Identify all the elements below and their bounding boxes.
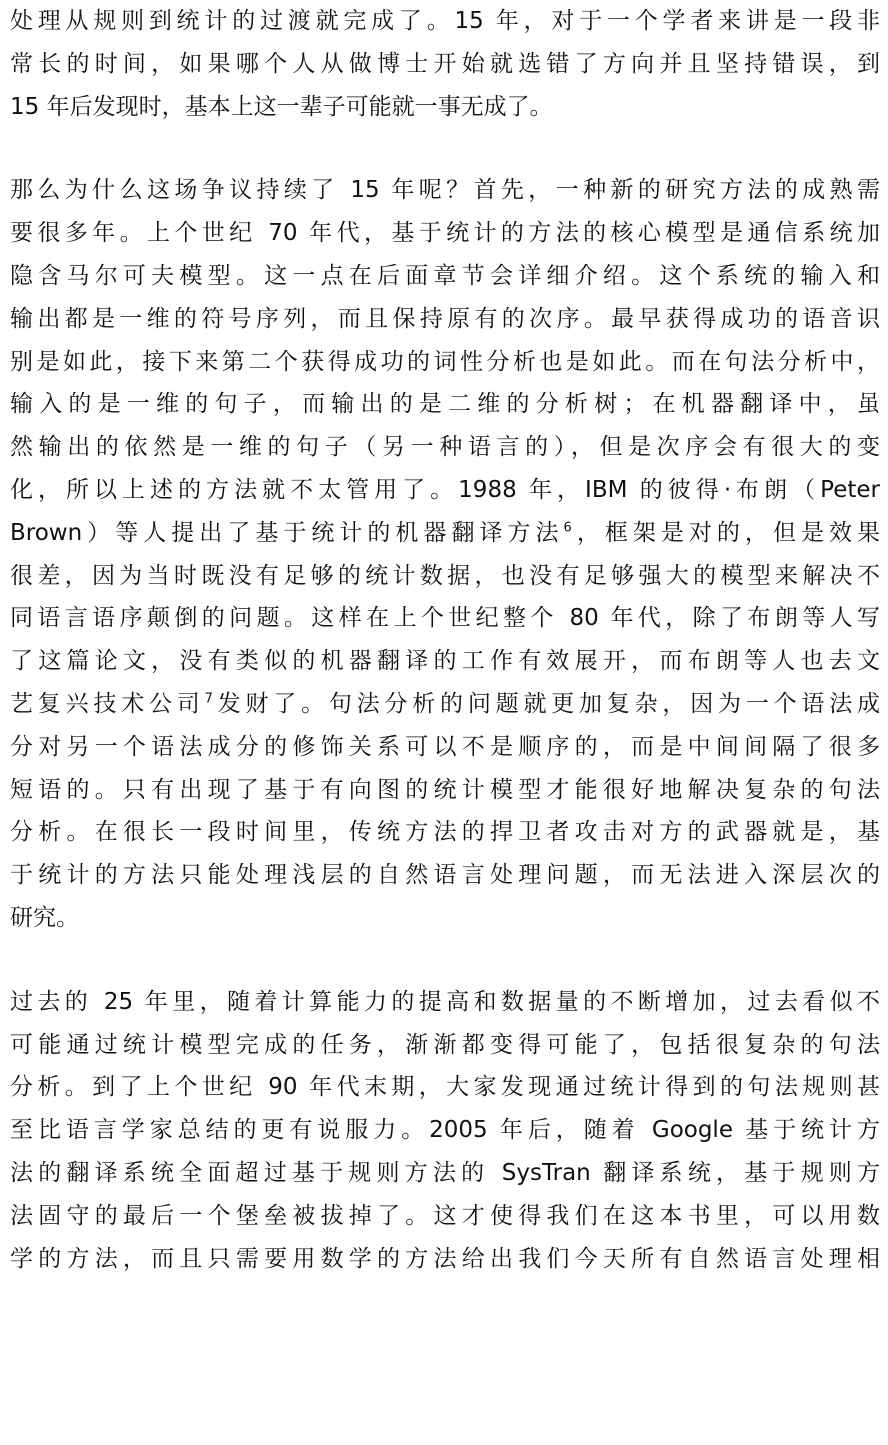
text-line: 学的方法，而且只需要用数学的方法给出我们今天所有自然语言处理相 (10, 1245, 880, 1272)
text-line: 化，所以上述的方法就不太管用了。1988 年，IBM 的彼得·布朗（Peter (10, 476, 880, 503)
paragraph-1 (10, 0, 880, 128)
text-line: 15 年后发现时，基本上这一辈子可能就一事无成了。 (10, 93, 553, 120)
footnote-marker: 7 (204, 691, 213, 707)
text-line: 很差，因为当时既没有足够的统计数据，也没有足够强大的模型来解决不 (10, 562, 880, 589)
text-line: 至比语言学家总结的更有说服力。2005 年后，随着 Google 基于统计方 (10, 1117, 880, 1144)
paragraph-gap (10, 940, 880, 981)
text-line: 分析。到了上个世纪 90 年代末期，大家发现通过统计得到的句法规则甚 (10, 1074, 880, 1101)
paragraph-2 (10, 169, 880, 939)
text-line: 输入的是一维的句子，而输出的是二维的分析树；在机器翻译中，虽 (10, 391, 880, 418)
text-segment: 发财了。句法分析的问题就更加复杂，因为一个语法成 (212, 690, 880, 717)
text-line: 那么为什么这场争议持续了 15 年呢？首先，一种新的研究方法的成熟需 (10, 177, 880, 204)
text-line: 分析。在很长一段时间里，传统方法的捍卫者攻击对方的武器就是，基 (10, 819, 880, 846)
text-line-with-footnote (10, 683, 880, 726)
text-line: 别是如此，接下来第二个获得成功的词性分析也是如此。而在句法分析中， (10, 348, 880, 375)
text-line: 同语言语序颠倒的问题。这样在上个世纪整个 80 年代，除了布朗等人写 (10, 605, 880, 632)
text-line: 要很多年。上个世纪 70 年代，基于统计的方法的核心模型是通信系统加 (10, 220, 880, 247)
text-line: 了这篇论文，没有类似的机器翻译的工作有效展开，而布朗等人也去文 (10, 648, 880, 675)
text-line: 隐含马尔可夫模型。这一点在后面章节会详细介绍。这个系统的输入和 (10, 262, 880, 289)
text-line: 常长的时间，如果哪个人从做博士开始就选错了方向并且坚持错误，到 (10, 50, 880, 77)
text-line: 法固守的最后一个堡垒被拔掉了。这才使得我们在这本书里，可以用数 (10, 1202, 880, 1229)
text-segment: 艺复兴技术公司 (10, 690, 205, 717)
text-segment: ，框架是对的，但是效果 (571, 519, 880, 546)
text-line: 可能通过统计模型完成的任务，渐渐都变得可能了，包括很复杂的句法 (10, 1031, 880, 1058)
footnote-marker: 6 (563, 520, 572, 536)
paragraph-gap (10, 128, 880, 169)
text-line: 短语的。只有出现了基于有向图的统计模型才能很好地解决复杂的句法 (10, 776, 880, 803)
paragraph-3 (10, 981, 880, 1281)
text-line: 于统计的方法只能处理浅层的自然语言处理问题，而无法进入深层次的 (10, 862, 880, 889)
text-line: 过去的 25 年里，随着计算能力的提高和数据量的不断增加，过去看似不 (10, 988, 880, 1015)
text-line: 处理从规则到统计的过渡就完成了。15 年，对于一个学者来讲是一段非 (10, 8, 880, 34)
text-line: 然输出的依然是一维的句子（另一种语言的），但是次序会有很大的变 (10, 434, 880, 461)
text-line: 法的翻译系统全面超过基于规则方法的 SysTran 翻译系统，基于规则方 (10, 1159, 880, 1186)
text-line: 研究。 (10, 904, 79, 931)
text-line-with-footnote (10, 512, 880, 555)
text-line: 分对另一个语法成分的修饰关系可以不是顺序的，而是中间间隔了很多 (10, 733, 880, 760)
text-segment: Brown）等人提出了基于统计的机器翻译方法 (10, 519, 564, 546)
text-line: 输出都是一维的符号序列，而且保持原有的次序。最早获得成功的语音识 (10, 305, 880, 332)
